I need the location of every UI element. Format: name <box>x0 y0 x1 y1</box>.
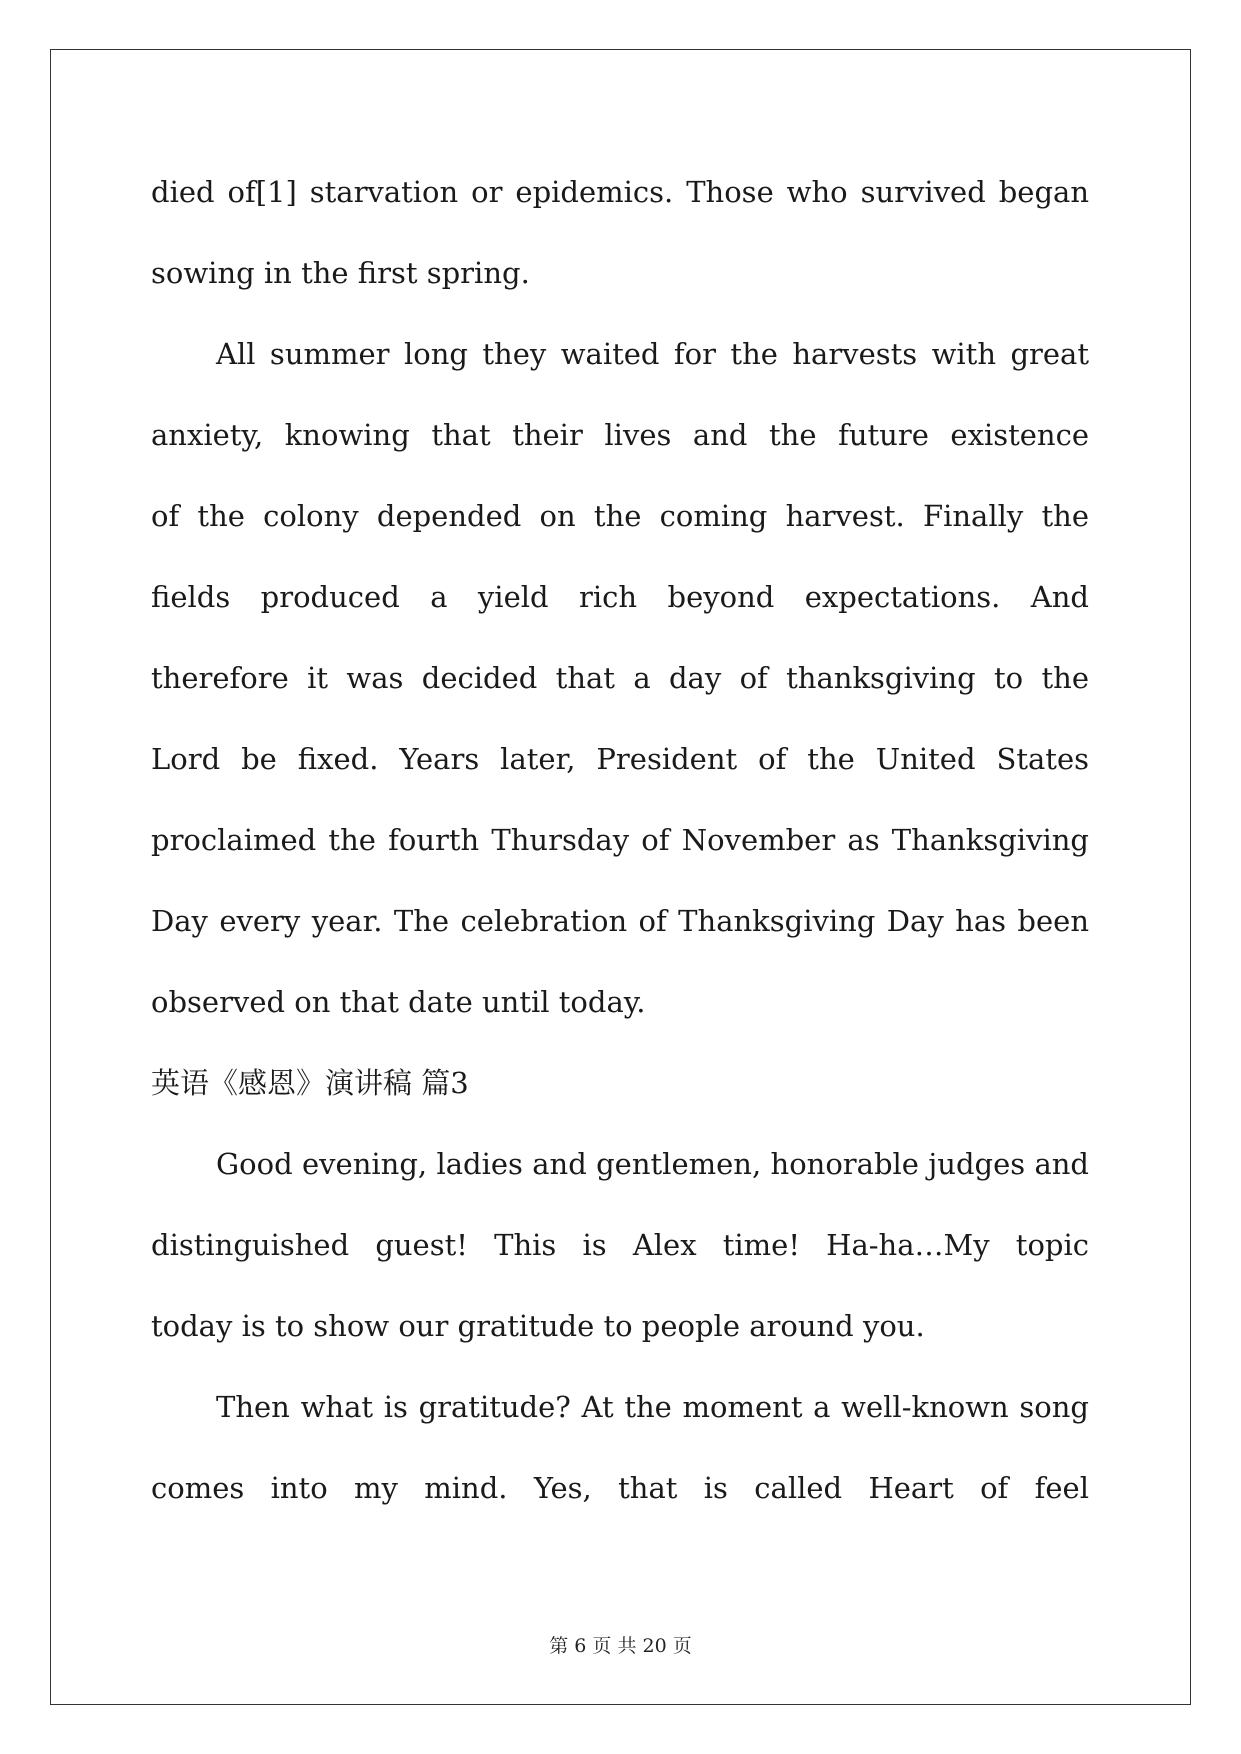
text-line: today is to show our gratitude to people around you. <box>151 1309 925 1343</box>
text-line: distinguished guest! This is Alex time! Ha-ha…My topic <box>151 1228 1089 1262</box>
text-line: comes into my mind. Yes, that is called Heart of feel <box>151 1471 1089 1505</box>
text-line: anxiety, knowing that their lives and the future existence <box>151 418 1089 452</box>
text-line: proclaimed the fourth Thursday of November as Thanksgiving <box>151 823 1089 857</box>
text-line: Then what is gratitude? At the moment a well-known song <box>216 1390 1089 1424</box>
text-line: sowing in the first spring. <box>151 256 530 290</box>
text-line: Good evening, ladies and gentlemen, honorable judges and <box>216 1147 1089 1181</box>
text-line: Day every year. The celebration of Thanksgiving Day has been <box>151 904 1089 938</box>
text-line: of the colony depended on the coming harvest. Finally the <box>151 499 1089 533</box>
page-number-footer: 第 6 页 共 20 页 <box>549 1635 692 1657</box>
section-heading: 英语《感恩》演讲稿 篇3 <box>151 1066 469 1100</box>
text-line: fields produced a yield rich beyond expectations. And <box>151 580 1089 614</box>
text-line: Lord be fixed. Years later, President of the United States <box>151 742 1089 776</box>
text-line: All summer long they waited for the harvests with great <box>216 337 1089 371</box>
text-line: therefore it was decided that a day of thanksgiving to the <box>151 661 1089 695</box>
page-border <box>50 49 1191 1705</box>
text-line: died of[1] starvation or epidemics. Those who survived began <box>151 175 1089 209</box>
text-line: observed on that date until today. <box>151 985 646 1019</box>
